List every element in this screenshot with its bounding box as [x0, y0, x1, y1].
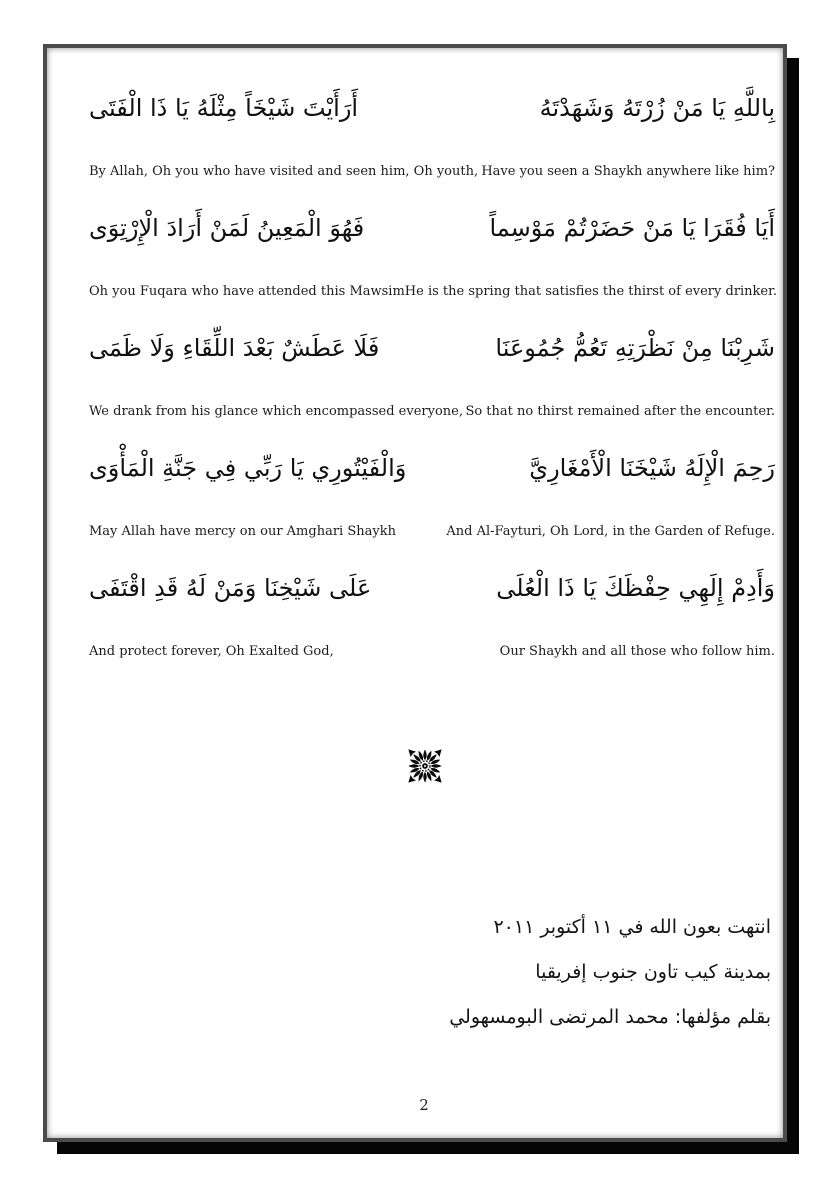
- colophon-line-place: بمدينة كيب تاون جنوب إفريقيا: [535, 961, 771, 983]
- arabic-verse-line: [47, 445, 783, 491]
- translation-right: He is the spring that satisfies the thirst of every drinker.: [404, 284, 778, 299]
- colophon-line-date: انتهت بعون الله في ١١ أكتوبر ٢٠١١: [493, 916, 771, 938]
- ornament-container: [57, 748, 793, 784]
- arabic-verse-line: [47, 205, 783, 251]
- arabic-verse-line: [47, 85, 783, 131]
- couplet-5: [47, 565, 783, 661]
- arabic-hemistich-left: عَلَى شَيْخِنَا وَمَنْ لَهُ قَدِ اقْتَفَى: [89, 574, 372, 602]
- arabic-hemistich-left: أَرَأَيْتَ شَيْخَاً مِثْلَهُ يَا ذَا الْفَتَى: [89, 94, 359, 122]
- translation-right: So that no thirst remained after the encounter.: [465, 404, 775, 419]
- couplet-2: [47, 205, 783, 301]
- translation-line: [47, 523, 783, 541]
- translation-line: [47, 403, 783, 421]
- arabesque-star-ornament-icon: [407, 748, 443, 767]
- arabic-hemistich-left: فَهُوَ الْمَعِينُ لَمَنْ أَرَادَ الْإِرْتِوَى: [89, 214, 365, 242]
- page-number: 2: [419, 1096, 429, 1114]
- arabic-hemistich-left: فَلَا عَطَشٌ بَعْدَ اللِّقَاءِ وَلَا ظَمَى: [89, 334, 380, 362]
- translation-right: And Al-Fayturi, Oh Lord, in the Garden of Refuge.: [446, 524, 775, 539]
- translation-right: Have you seen a Shaykh anywhere like him?: [481, 164, 775, 179]
- translation-line: [47, 283, 783, 301]
- arabic-hemistich-right: شَرِبْنَا مِنْ نَظْرَتِهِ تَعُمُّ جُمُوعَنَا: [495, 334, 775, 362]
- translation-left: Oh you Fuqara who have attended this Mawsim: [89, 284, 405, 299]
- couplet-4: [47, 445, 783, 541]
- translation-right: Our Shaykh and all those who follow him.: [499, 644, 775, 659]
- translation-line: [47, 163, 783, 181]
- couplet-3: [47, 325, 783, 421]
- arabic-hemistich-right: أَيَا فُقَرَا يَا مَنْ حَضَرْتُمْ مَوْسِماً: [489, 214, 775, 242]
- translation-left: We drank from his glance which encompassed everyone,: [89, 404, 463, 419]
- page-content: [47, 48, 783, 1138]
- couplet-1: [47, 85, 783, 181]
- document-page: [43, 44, 787, 1142]
- arabic-hemistich-right: بِاللَّهِ يَا مَنْ زُرْتَهُ وَشَهَدْتَهُ: [539, 94, 775, 122]
- arabic-verse-line: [47, 325, 783, 371]
- arabic-hemistich-right: رَحِمَ الْإِلَهُ شَيْخَنَا الْأَمْغَارِيَّ: [529, 454, 775, 482]
- translation-left: May Allah have mercy on our Amghari Shaykh: [89, 524, 396, 539]
- translation-left: And protect forever, Oh Exalted God,: [89, 644, 334, 659]
- translation-left: By Allah, Oh you who have visited and seen him, Oh youth,: [89, 164, 479, 179]
- colophon: [47, 905, 783, 1040]
- translation-line: [47, 643, 783, 661]
- arabic-hemistich-left: وَالْفَيْتُورِي يَا رَبِّي فِي جَنَّةِ الْمَأْوَى: [89, 454, 407, 482]
- arabic-verse-line: [47, 565, 783, 611]
- colophon-line-author: بقلم مؤلفها: محمد المرتضى البومسهولي: [449, 1006, 771, 1028]
- arabic-hemistich-right: وَأَدِمْ إِلَهِي حِفْظَكَ يَا ذَا الْعُلَى: [496, 574, 775, 602]
